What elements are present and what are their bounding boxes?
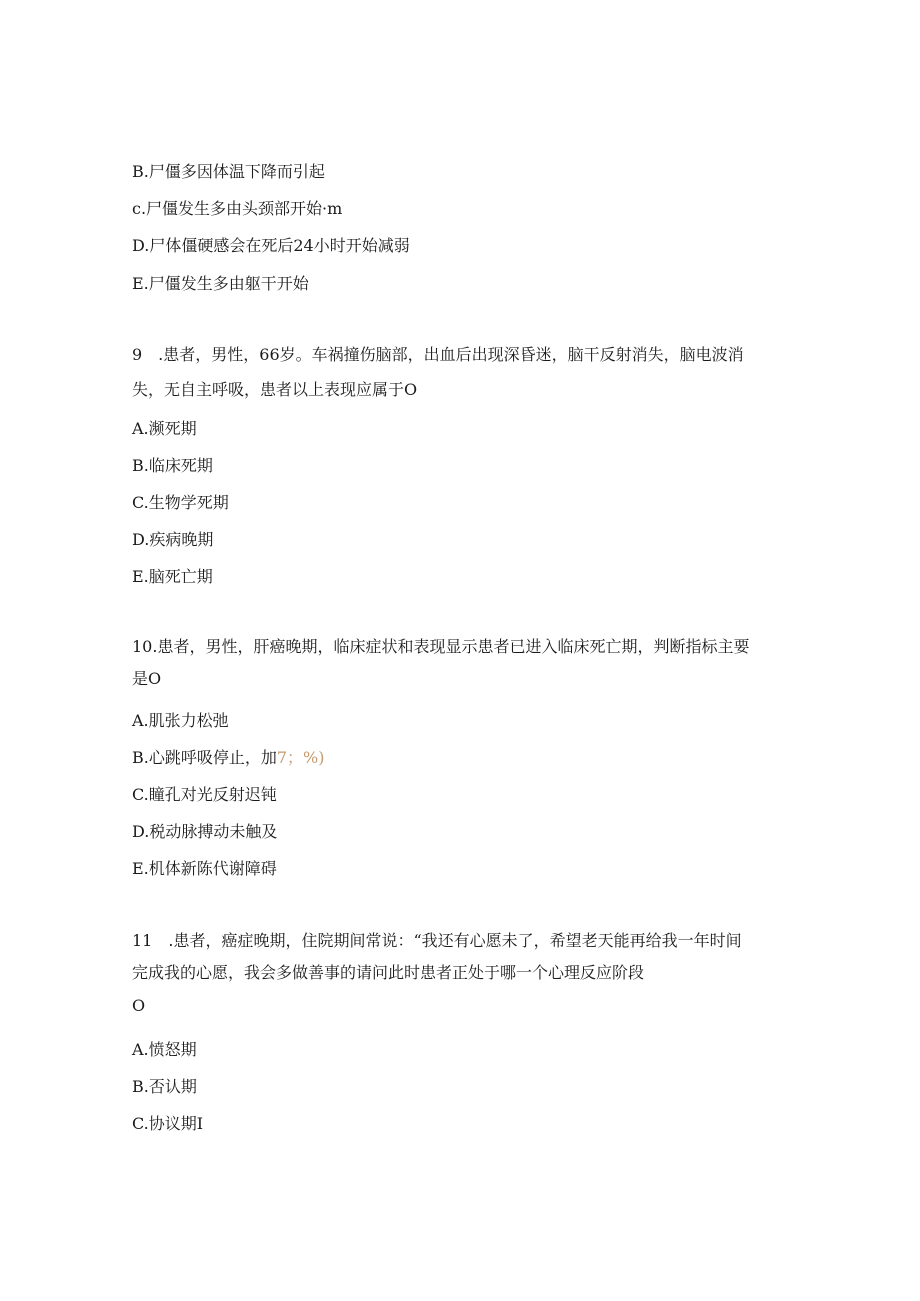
q11-stem-line3: O (132, 996, 146, 1015)
q9-option-d: D.疾病晚期 (132, 530, 214, 549)
q10-option-b (132, 748, 325, 768)
q10-stem-line2: 是O (132, 669, 162, 688)
q9-stem-line2: 失，无自主呼吸，患者以上表现应属于O (132, 380, 418, 399)
q9-option-c: C.生物学死期 (132, 493, 229, 512)
q8-option-e: E.尸僵发生多由躯干开始 (132, 274, 309, 293)
q11-option-b: B.否认期 (132, 1077, 197, 1096)
q9-option-e: E.脑死亡期 (132, 567, 213, 586)
q8-option-b: B.尸僵多因体温下降而引起 (132, 162, 325, 181)
q11-stem-line1: 11 .患者，癌症晚期，住院期间常说：“我还有心愿未了，希望老天能再给我一年时间 (132, 931, 742, 950)
q10-option-c: C.瞳孔对光反射迟钝 (132, 785, 277, 804)
q8-option-c: c.尸僵发生多由头颈部开始·m (132, 199, 343, 218)
q10-option-b-extra: 7；%) (276, 748, 325, 767)
q9-option-a: A.濒死期 (132, 419, 197, 438)
q8-option-d: D.尸体僵硬感会在死后24小时开始减弱 (132, 236, 410, 255)
q11-stem-line2: 完成我的心愿，我会多做善事的请问此时患者正处于哪一个心理反应阶段 (132, 963, 645, 982)
q10-option-a: A.肌张力松弛 (132, 711, 229, 730)
q10-option-e: E.机体新陈代谢障碍 (132, 859, 277, 878)
q11-option-c: C.协议期I (132, 1114, 204, 1133)
q9-option-b: B.临床死期 (132, 456, 213, 475)
q9-stem-line1: 9 .患者，男性，66岁。车祸撞伤脑部，出血后出现深昏迷，脑干反射消失，脑电波消 (132, 345, 744, 364)
q11-option-a: A.愤怒期 (132, 1040, 197, 1059)
q10-option-b-text: B.心跳呼吸停止，加 (132, 748, 277, 767)
q10-stem-line1: 10.患者，男性，肝癌晚期，临床症状和表现显示患者已进入临床死亡期，判断指标主要 (132, 637, 750, 656)
q10-option-d: D.税动脉搏动未触及 (132, 822, 278, 841)
